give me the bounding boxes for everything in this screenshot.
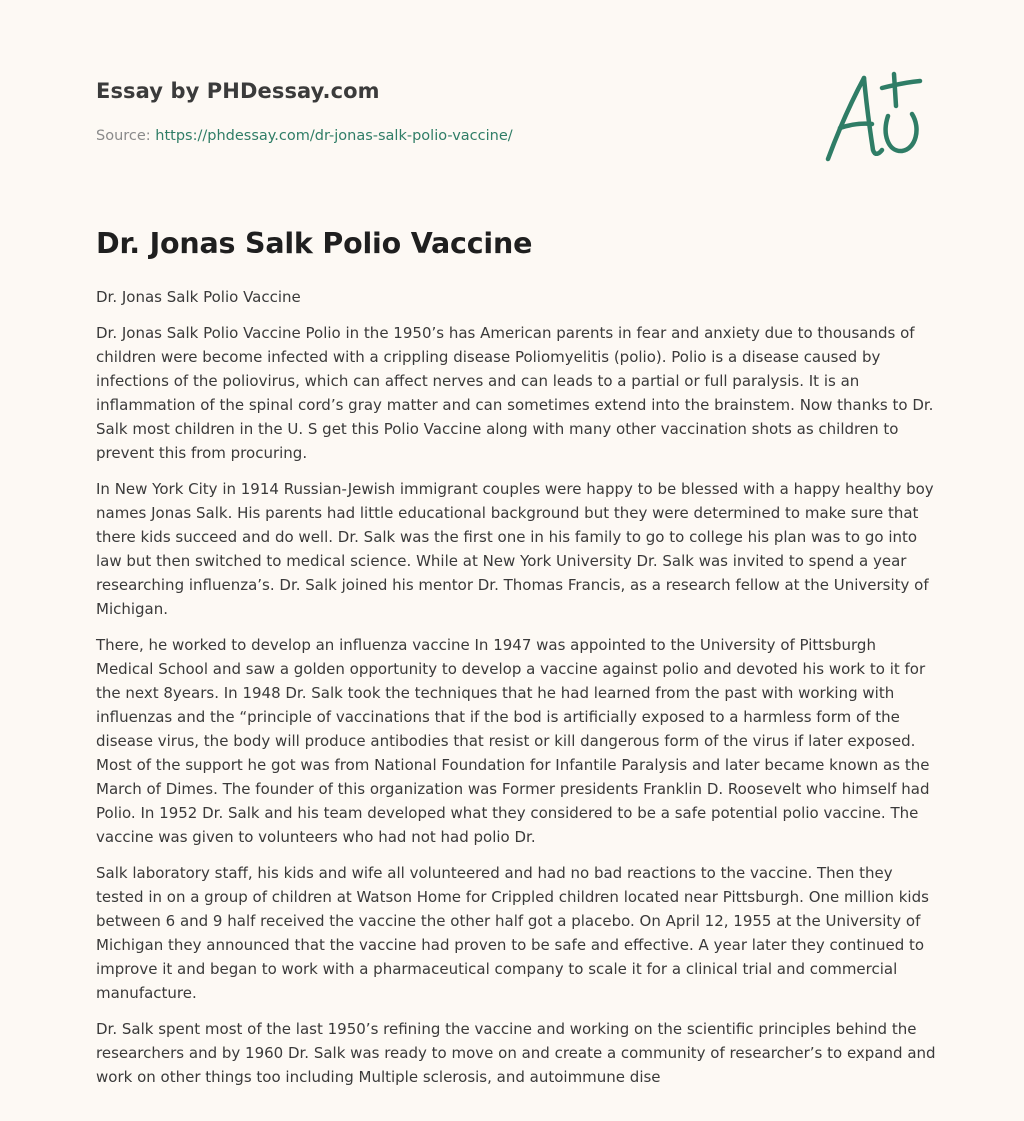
source-link[interactable]: https://phdessay.com/dr-jonas-salk-polio-vaccine/ [155, 128, 513, 144]
paragraph: There, he worked to develop an influenza vaccine In 1947 was appointed to the University of Pittsburgh Medical School and saw a golden opportunity to develop a vaccine against polio and devoted his work to it for the next 8years. In 1948 Dr. Salk took the techniques that he had learned from the past with working with influenzas and the “principle of vaccinations that if the bod is artificially exposed to a harmless form of the disease virus, the body will produce antibodies that resist or kill dangerous form of the virus if later exposed. Most of the support he got was from National Foundation for Infantile Paralysis and later became known as the March of Dimes. The founder of this organization was Former presidents Franklin D. Roosevelt who himself had Polio. In 1952 Dr. Salk and his team developed what they considered to be a safe potential polio vaccine. The vaccine was given to volunteers who had not had polio Dr. [96, 636, 930, 846]
source-line [96, 126, 796, 146]
essay-header [96, 78, 796, 146]
paragraph: In New York City in 1914 Russian-Jewish immigrant couples were happy to be blessed with a happy healthy boy names Jonas Salk. His parents had little educational background but they were determined to make sure that there kids succeed and do well. Dr. Salk was the first one in his family to go to college his plan was to go into law but then switched to medical science. While at New York University Dr. Salk was invited to spend a year researching influenza’s. Dr. Salk joined his mentor Dr. Thomas Francis, as a research fellow at the University of Michigan. [96, 480, 934, 618]
paragraph: Salk laboratory staff, his kids and wife all volunteered and had no bad reactions to the vaccine. Then they tested in on a group of children at Watson Home for Crippled children located near Pittsburgh. One million kids between 6 and 9 half received the vaccine the other half got a placebo. On April 12, 1955 at the University of Michigan they announced that the vaccine had proven to be safe and effective. A year later they continued to improve it and began to work with a pharmaceutical company to scale it for a clinical trial and commercial manufacture. [96, 864, 929, 1002]
paragraph: Dr. Salk spent most of the last 1950’s refining the vaccine and working on the scientific principles behind the researchers and by 1960 Dr. Salk was ready to move on and create a community of researcher’s to expand and work on other things too including Multiple sclerosis, and autoimmune dise [96, 1020, 936, 1086]
site-brand: Essay by PHDessay.com [96, 79, 380, 103]
article-body [96, 285, 936, 1101]
a-plus-logo-icon [820, 66, 930, 166]
paragraph: Dr. Jonas Salk Polio Vaccine Polio in the 1950’s has American parents in fear and anxiety due to thousands of children were become infected with a crippling disease Poliomyelitis (polio). Polio is a disease caused by infections of the poliovirus, which can affect nerves and can leads to a partial or full paralysis. It is an inflammation of the spinal cord’s gray matter and can sometimes extend into the brainstem. Now thanks to Dr. Salk most children in the U. S get this Polio Vaccine along with many other vaccination shots as children to prevent this from procuring. [96, 324, 934, 462]
source-label: Source: [96, 128, 151, 144]
article-subtitle: Dr. Jonas Salk Polio Vaccine [96, 288, 301, 306]
article-title: Dr. Jonas Salk Polio Vaccine [96, 227, 533, 260]
